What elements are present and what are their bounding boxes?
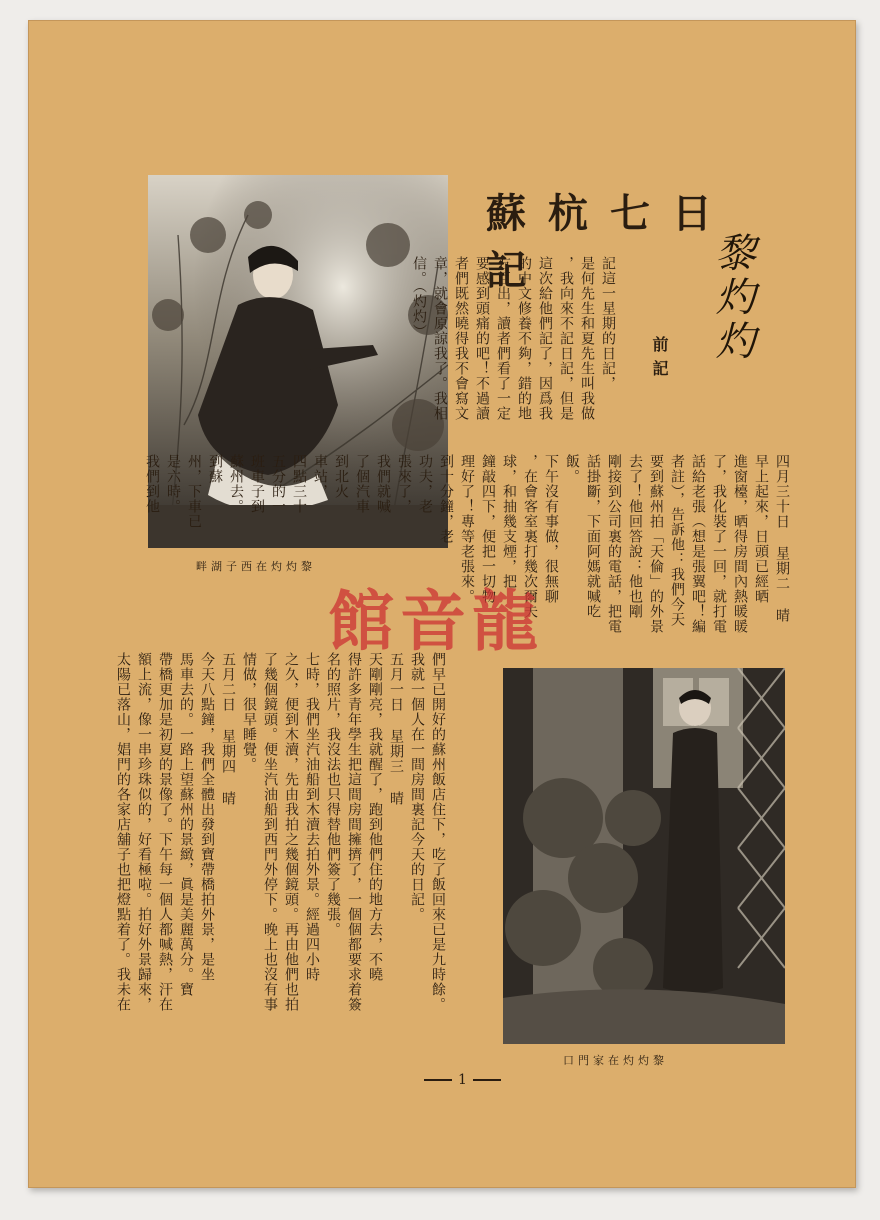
diary-line: 早上起來，日頭已經晒 (753, 454, 769, 604)
diary-line: 話給老張（想是張翼吧！編 (690, 454, 706, 634)
diary-line: 鐘敲四下，便把一切物 (480, 454, 496, 604)
diary-line: 五月一日 星期三 晴 (388, 652, 404, 806)
diary-line: 七時，我們坐汽油船到木瀆去拍外景。經過四小時 (304, 652, 320, 982)
diary-line: 功夫，老 (417, 454, 433, 514)
photo-actress-doorway (503, 668, 785, 1044)
magazine-page (28, 20, 856, 1188)
diary-lower-text (112, 652, 448, 1042)
diary-line: 們早已開好的蘇州飯店住下，吃了飯回來已是九時餘。 (430, 652, 446, 1012)
diary-line: 是六時。 (165, 454, 181, 514)
diary-line: 飯。 (564, 454, 580, 484)
preface-line: 章，就會原諒我了。我相 (432, 256, 448, 421)
diary-line: 太陽已落山，娼門的各家店舖子也把燈點着了。我未在 (115, 652, 131, 1012)
diary-line: 我們就喊 (375, 454, 391, 514)
diary-line: 我就一個人在一間房間裏記今天的日記。 (409, 652, 425, 922)
preface-line: 記這一星期的日記， (600, 256, 616, 391)
diary-line: 我們到他 (144, 454, 160, 514)
diary-line: 情做，很早睡覺。 (241, 652, 257, 772)
diary-line: 五分的一 (270, 454, 286, 514)
diary-line: 四月三十日 星期二 晴 (774, 454, 790, 623)
diary-line: 了，我化裝了一回，就打電 (711, 454, 727, 634)
diary-line: 進窗檯，晒得房間內熱暖暖 (732, 454, 748, 634)
diary-line: 者註），告訴他：我們今天 (669, 454, 685, 627)
diary-line: 理好了！專等老張來。 (459, 454, 475, 604)
diary-line: 今天八點鐘，我們全體出發到寶帶橋拍外景，是坐 (199, 652, 215, 982)
preface-line: 信。（灼灼） (411, 256, 427, 339)
page-number: 1 (418, 1072, 507, 1088)
diary-line: 張來了， (396, 454, 412, 514)
diary-line: 馬車去的。一路上望蘇州的景緻，眞是美麗萬分。寶 (178, 652, 194, 997)
diary-line: 下午沒有事做，很無聊 (543, 454, 559, 604)
preface-line: 是何先生和夏先生叫我做 (579, 256, 595, 421)
preface-heading: 前記 (650, 336, 669, 384)
diary-line: 剛接到公司裏的電話，把電 (606, 454, 622, 634)
preface-line: 方百出，讀者們看了一定 (495, 256, 511, 421)
diary-line: 得許多青年學生把這間房間擁擠了，一個個都要求着簽 (346, 652, 362, 1012)
diary-line: 天剛剛亮，我就醒了，跑到他們住的地方去，不曉 (367, 652, 383, 982)
diary-line: 五月二日 星期四 晴 (220, 652, 236, 806)
preface-line: 這次給他們記了，因爲我 (537, 256, 553, 421)
preface-line: ，我向來不記日記，但是 (558, 256, 574, 421)
diary-line: ，在會客室裏打幾次爾夫 (522, 454, 538, 619)
preface-line: 的中文修養不夠，錯的地 (516, 256, 532, 421)
diary-line: 球，和抽幾支煙，把 (501, 454, 517, 589)
diary-line: 班車子到 (249, 454, 265, 514)
diary-line: 了幾個鏡頭。便坐汽油船到西門外停下。晚上也沒有事 (262, 652, 278, 1012)
diary-line: 話掛斷，下面阿媽就喊吃 (585, 454, 601, 619)
photo1-caption: 黎灼灼在西子湖畔 (196, 560, 316, 573)
diary-line: 帶橋更加是初夏的景像了。下午每一個人都喊熱，汗在 (157, 652, 173, 1012)
diary-line: 之久，便到木瀆，先由我拍之幾個鏡頭。再由他們也拍 (283, 652, 299, 1012)
diary-line: 到蘇 (207, 454, 223, 484)
author-signature: 黎灼灼 (709, 232, 755, 364)
preface-line: 者們既然曉得我不會寫文 (453, 256, 469, 421)
diary-line: 蘇州去。 (228, 454, 244, 514)
diary-line: 額上流，像一串珍珠似的，好看極啦。拍好外景歸來， (136, 652, 152, 1012)
diary-line: 要到蘇州拍「天倫」的外景 (648, 454, 664, 634)
diary-line: 州，下車已 (186, 454, 202, 529)
diary-line: 去了！他回答說：他也剛 (627, 454, 643, 619)
diary-line: 到北火 (333, 454, 349, 499)
diary-line: 了個汽車 (354, 454, 370, 514)
library-stamp: 龍音館 (328, 582, 544, 660)
article-title: 蘇杭七日記 (486, 190, 734, 294)
diary-line: 到十分鐘，老 (438, 454, 454, 544)
diary-line: 名的照片，我沒法也只得替他們簽了幾張。 (325, 652, 341, 937)
diary-line: 車站， (312, 454, 328, 499)
photo2-caption: 黎灼灼在家門口 (563, 1054, 668, 1067)
preface-line: 要感到頭痛的吧！不過讀 (474, 256, 490, 421)
diary-line: 四點三十 (291, 454, 307, 514)
